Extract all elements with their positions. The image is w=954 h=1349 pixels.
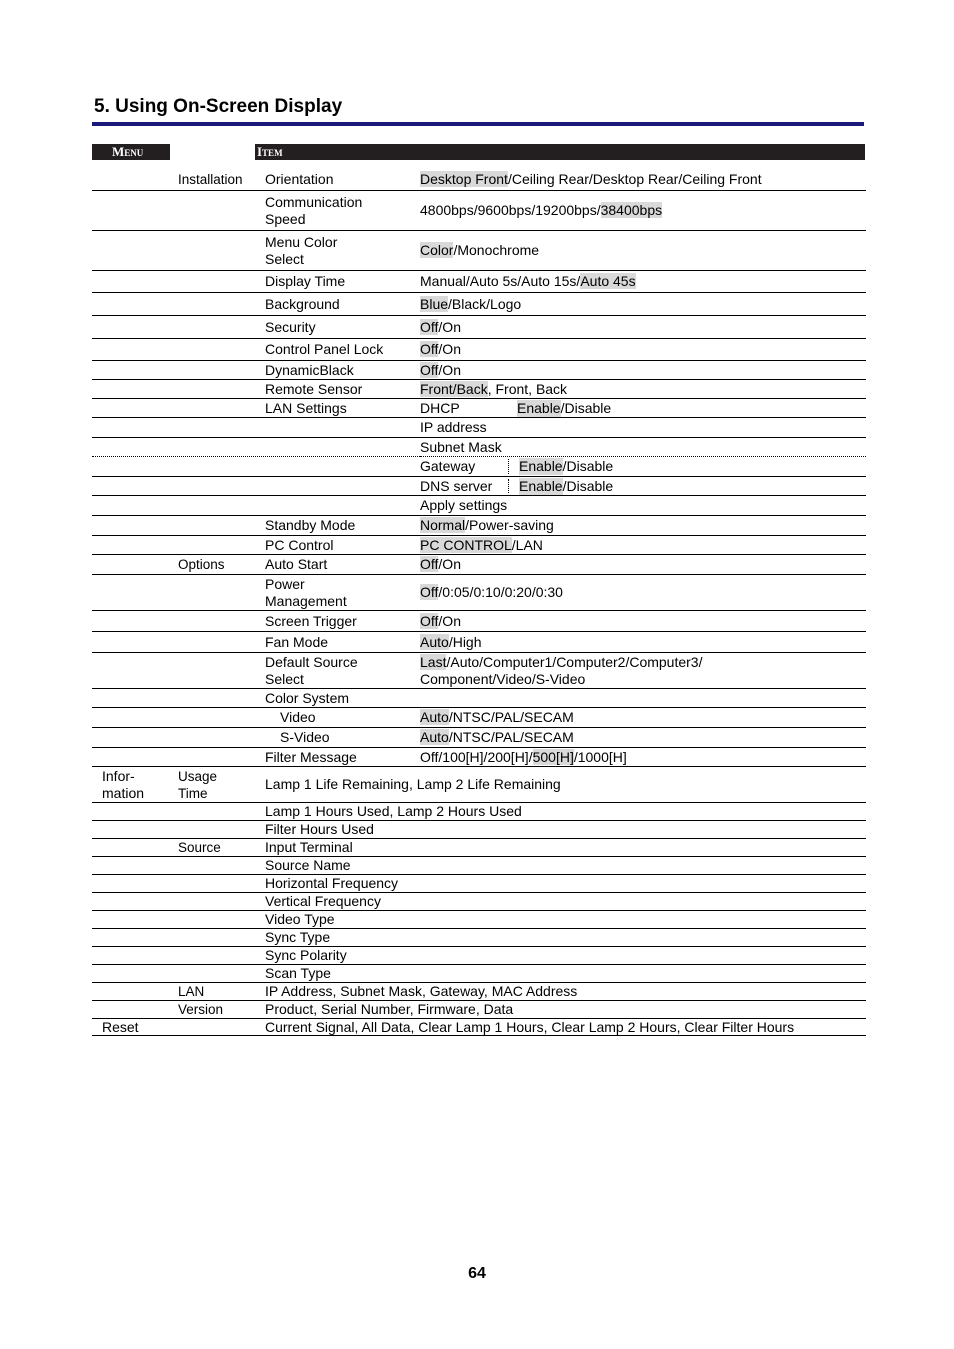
table-row xyxy=(92,169,866,191)
option-segment: Enable xyxy=(517,399,561,416)
item-options xyxy=(420,632,482,652)
item-options xyxy=(420,536,543,554)
item-name: LAN Settings xyxy=(265,399,347,416)
sub-item-options xyxy=(517,399,611,417)
table-row xyxy=(92,457,866,477)
options-text xyxy=(420,584,563,601)
option-segment: /1000[H] xyxy=(573,748,627,765)
row-separator xyxy=(420,456,866,457)
options-text xyxy=(420,517,554,534)
options-text xyxy=(420,362,461,379)
options-text xyxy=(420,749,627,766)
table-row xyxy=(92,708,866,728)
option-segment: /Disable xyxy=(562,458,614,474)
option-segment: /On xyxy=(438,556,461,572)
table-row xyxy=(92,857,866,875)
table-row xyxy=(92,653,866,689)
option-segment: /Black/Logo xyxy=(448,295,522,312)
item-options xyxy=(420,271,636,292)
option-segment: Off xyxy=(420,584,439,600)
table-row xyxy=(92,893,866,911)
option-segment: /On xyxy=(438,318,461,335)
sub-item-options xyxy=(519,457,613,476)
item-description: Horizontal Frequency xyxy=(265,875,399,891)
submenu-name: Usage Time xyxy=(178,768,218,801)
option-segment: Off xyxy=(420,341,439,357)
item-description: Current Signal, All Data, Clear Lamp 1 Hours, Clear Lamp 2 Hours, Clear Filter Hours xyxy=(265,1018,795,1035)
table-row xyxy=(92,555,866,575)
options-text xyxy=(420,556,461,573)
option-segment: /Ceiling Rear/Desktop Rear/Ceiling Front xyxy=(507,171,762,187)
item-name: Video xyxy=(280,709,316,725)
table-row xyxy=(92,477,866,496)
table-row xyxy=(92,536,866,555)
table-row xyxy=(92,339,866,361)
item-options xyxy=(420,169,762,190)
item-description: Lamp 1 Hours Used, Lamp 2 Hours Used xyxy=(265,803,522,819)
item-name: Standby Mode xyxy=(265,517,356,533)
item-description: Filter Hours Used xyxy=(265,821,374,837)
table-row xyxy=(92,380,866,399)
option-segment: 38400bps xyxy=(600,202,663,218)
menu-category: Reset xyxy=(102,1018,139,1035)
option-segment: Auto xyxy=(420,709,449,725)
table-row xyxy=(92,418,866,438)
option-segment: /Disable xyxy=(560,399,612,416)
table-row xyxy=(92,575,866,611)
table-row xyxy=(92,839,866,857)
item-options xyxy=(420,555,461,574)
options-text xyxy=(420,171,762,188)
item-options xyxy=(420,728,574,747)
table-row xyxy=(92,516,866,536)
options-text xyxy=(420,729,574,746)
submenu-name: Version xyxy=(178,1002,224,1017)
item-name: Communication Speed xyxy=(265,193,363,227)
sub-item-name: DHCP xyxy=(420,399,460,416)
option-segment: Off xyxy=(420,318,439,335)
option-segment: Manual/Auto 5s/Auto 15s/ xyxy=(420,273,581,289)
option-segment: Blue xyxy=(420,295,449,312)
title-rule xyxy=(92,122,864,126)
item-name: S-Video xyxy=(280,729,330,745)
item-options xyxy=(420,516,554,535)
item-name: Menu Color Select xyxy=(265,233,338,267)
option-segment: /NTSC/PAL/SECAM xyxy=(448,709,574,725)
options-text xyxy=(420,296,521,313)
item-options xyxy=(420,611,461,631)
option-segment: Auto 45s xyxy=(580,273,636,289)
item-description: Scan Type xyxy=(265,965,331,981)
item-options xyxy=(420,231,539,270)
options-text xyxy=(420,709,574,726)
table-row xyxy=(92,929,866,947)
option-segment: /Power-saving xyxy=(465,517,554,533)
sub-item-name: IP address xyxy=(420,419,487,435)
option-segment: /Auto/Computer1/Computer2/Computer3/ Component/Video/S-Video xyxy=(420,653,703,687)
page-number: 64 xyxy=(468,1265,486,1282)
table-row xyxy=(92,271,866,293)
item-column-header: Item xyxy=(255,144,865,160)
item-name: Display Time xyxy=(265,273,346,289)
table-row xyxy=(92,399,866,418)
option-segment: /High xyxy=(448,633,482,650)
item-name: Filter Message xyxy=(265,748,357,765)
option-segment: , Front, Back xyxy=(487,380,568,397)
table-row xyxy=(92,231,866,271)
item-name: Power Management xyxy=(265,575,347,609)
item-description: Vertical Frequency xyxy=(265,893,381,909)
option-segment: 500[H] xyxy=(532,748,574,765)
item-description: Lamp 1 Life Remaining, Lamp 2 Life Remaining xyxy=(265,776,561,792)
item-description: Video Type xyxy=(265,911,335,927)
option-segment: /0:05/0:10/0:20/0:30 xyxy=(438,584,563,600)
option-segment: /Disable xyxy=(562,477,614,494)
item-options xyxy=(420,339,461,360)
item-options xyxy=(420,653,702,688)
column-divider xyxy=(508,479,509,493)
sub-item-name: Subnet Mask xyxy=(420,438,502,455)
column-divider xyxy=(508,459,509,474)
table-row xyxy=(92,983,866,1001)
options-text xyxy=(420,634,482,651)
option-segment: /LAN xyxy=(511,536,543,553)
item-options xyxy=(420,380,567,398)
table-row xyxy=(92,803,866,821)
item-name: Color System xyxy=(265,689,350,706)
option-segment: Off/100[H]/200[H]/ xyxy=(420,748,533,765)
table-row xyxy=(92,293,866,316)
option-segment: Normal xyxy=(420,517,466,533)
item-description: Source Name xyxy=(265,857,351,873)
option-segment: Auto xyxy=(420,633,449,650)
option-segment: Front/Back xyxy=(420,380,488,397)
item-description: IP Address, Subnet Mask, Gateway, MAC Address xyxy=(265,983,578,999)
option-segment: /On xyxy=(438,361,461,378)
option-segment: Color xyxy=(420,242,454,258)
table-row xyxy=(92,947,866,965)
table-row xyxy=(92,496,866,516)
item-name: Screen Trigger xyxy=(265,612,357,629)
item-name: Control Panel Lock xyxy=(265,341,384,357)
options-text xyxy=(420,654,702,688)
item-options xyxy=(420,191,662,230)
item-name: Auto Start xyxy=(265,556,328,572)
table-row xyxy=(92,316,866,339)
option-segment: Auto xyxy=(420,729,449,745)
option-segment: 4800bps/9600bps/19200bps/ xyxy=(420,202,601,218)
table-row xyxy=(92,965,866,983)
options-text xyxy=(420,202,662,219)
table-row xyxy=(92,748,866,767)
item-name: Security xyxy=(265,318,316,335)
submenu-name: LAN xyxy=(178,984,205,999)
item-options xyxy=(420,361,461,379)
item-description: Input Terminal xyxy=(265,839,353,855)
options-text xyxy=(420,273,636,290)
table-row xyxy=(92,1019,866,1036)
sub-item-name: Apply settings xyxy=(420,497,508,513)
options-text xyxy=(420,613,461,630)
option-segment: /Monochrome xyxy=(453,242,540,258)
sub-item-name: Gateway xyxy=(420,458,476,474)
option-segment: Desktop Front xyxy=(420,171,508,187)
option-segment: Enable xyxy=(519,477,563,494)
item-options xyxy=(420,708,574,727)
item-description: Sync Type xyxy=(265,929,331,945)
option-segment: /NTSC/PAL/SECAM xyxy=(448,729,574,745)
table-row xyxy=(92,911,866,929)
table-row xyxy=(92,191,866,231)
table-row xyxy=(92,875,866,893)
options-text xyxy=(420,319,461,336)
section-title: 5. Using On-Screen Display xyxy=(94,96,343,117)
submenu-name: Installation xyxy=(178,172,243,187)
table-row xyxy=(92,632,866,653)
item-name: Default Source Select xyxy=(265,653,358,687)
options-text xyxy=(420,242,539,259)
item-name: Fan Mode xyxy=(265,633,329,650)
table-row xyxy=(92,438,866,457)
table-row xyxy=(92,689,866,708)
item-name: Background xyxy=(265,295,340,312)
item-options xyxy=(420,316,461,338)
item-name: Orientation xyxy=(265,171,334,187)
sub-item-name: DNS server xyxy=(420,477,493,494)
options-text xyxy=(420,341,461,358)
item-description: Sync Polarity xyxy=(265,947,347,963)
sub-item-options xyxy=(519,477,613,495)
options-text xyxy=(420,537,543,554)
option-segment: /On xyxy=(438,612,461,629)
row-separator xyxy=(420,476,866,477)
menu-category: Infor- mation xyxy=(102,767,145,801)
item-name: DynamicBlack xyxy=(265,361,354,378)
submenu-name: Source xyxy=(178,840,221,855)
table-row xyxy=(92,361,866,380)
table-row xyxy=(92,611,866,632)
table-row xyxy=(92,821,866,839)
item-description: Product, Serial Number, Firmware, Data xyxy=(265,1001,514,1017)
option-segment: Off xyxy=(420,612,439,629)
option-segment: Off xyxy=(420,556,439,572)
options-text xyxy=(420,381,567,398)
option-segment: PC CONTROL xyxy=(420,536,512,553)
item-options xyxy=(420,748,627,766)
option-segment: Enable xyxy=(519,458,563,474)
submenu-name: Options xyxy=(178,557,225,572)
item-name: Remote Sensor xyxy=(265,380,363,397)
item-name: PC Control xyxy=(265,536,334,553)
item-options xyxy=(420,575,563,610)
option-segment: Off xyxy=(420,361,439,378)
table-row xyxy=(92,1001,866,1019)
menu-column-header: Menu xyxy=(92,144,170,160)
item-options xyxy=(420,293,521,315)
table-row xyxy=(92,767,866,803)
option-segment: /On xyxy=(438,341,461,357)
table-row xyxy=(92,728,866,748)
option-segment: Last xyxy=(420,653,447,670)
